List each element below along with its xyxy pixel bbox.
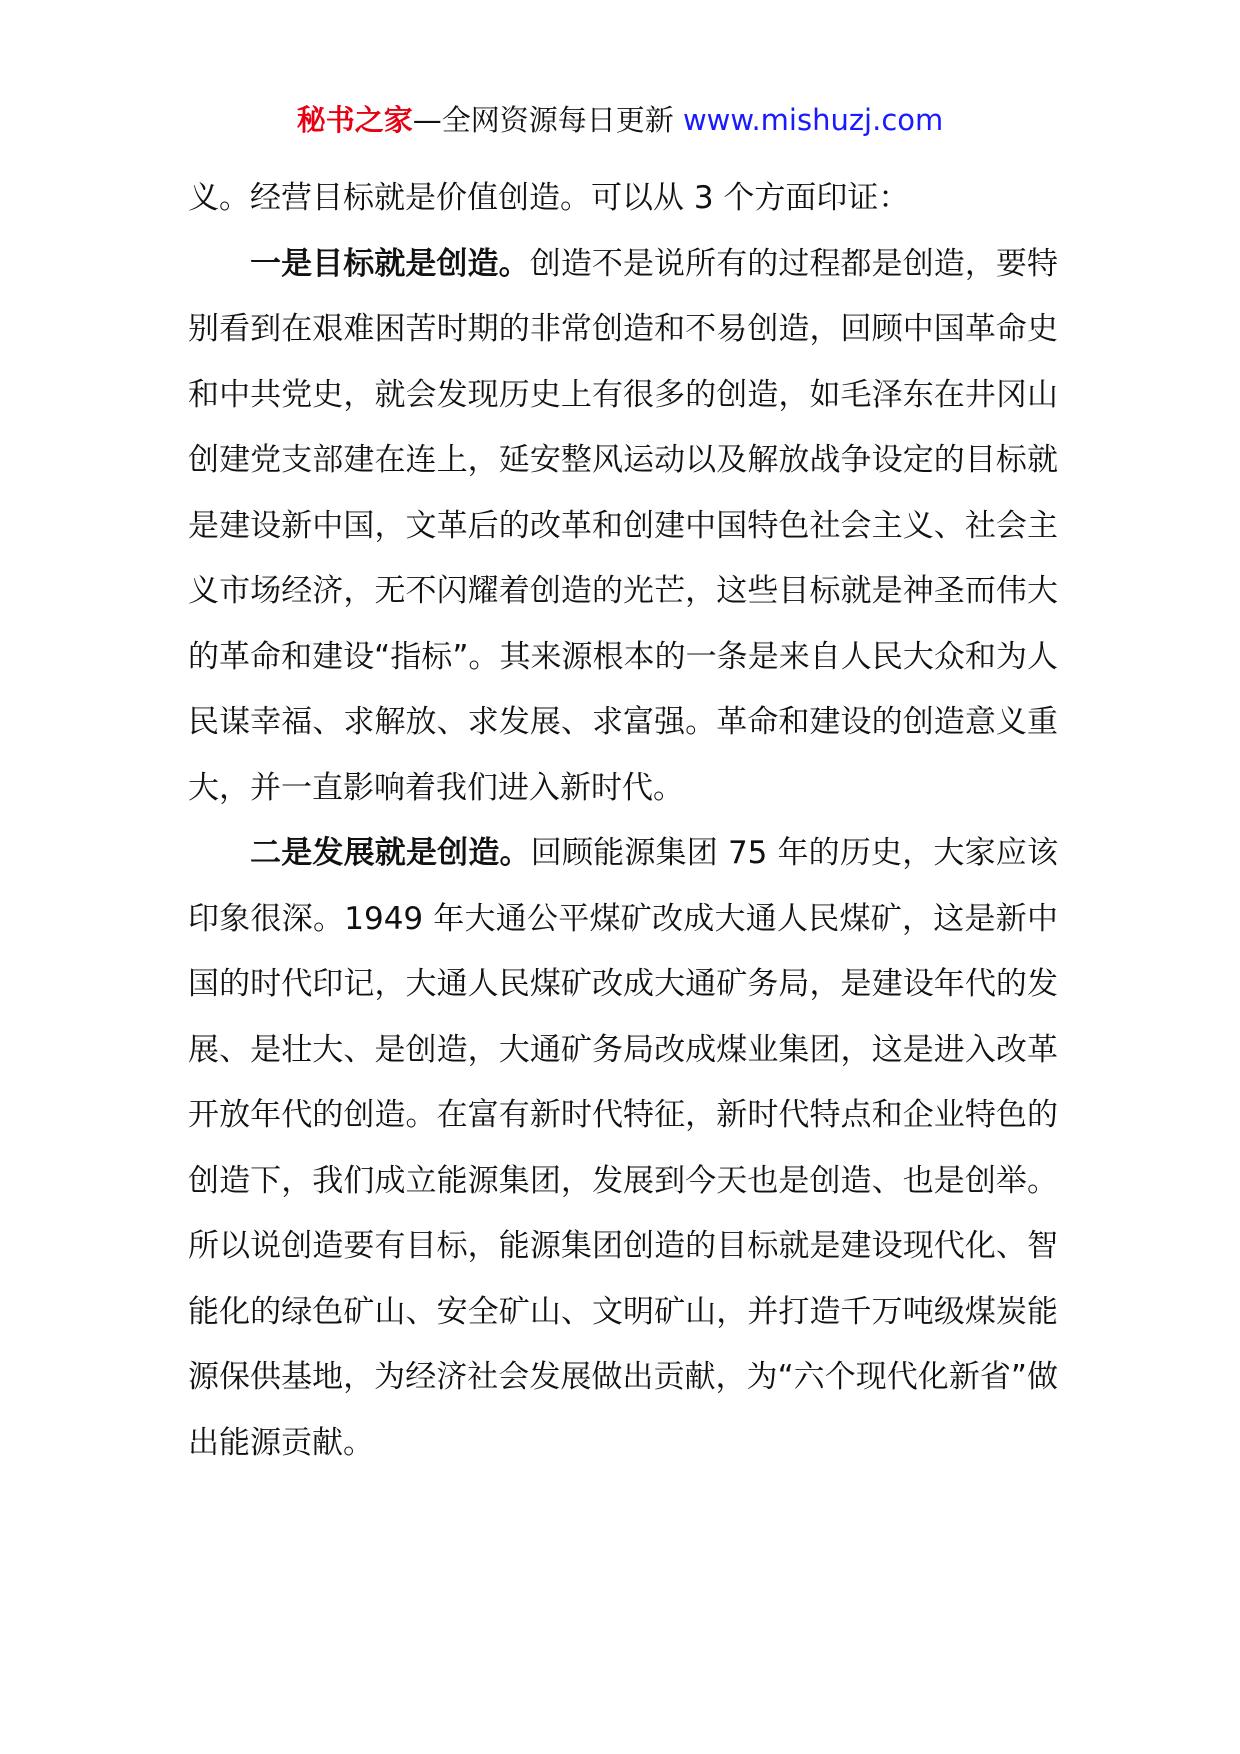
paragraph-text: 创造不是说所有的过程都是创造，要特别看到在艰难困苦时期的非常创造和不易创造，回顾中国革命史和中共党史，就会发现历史上有很多的创造，如毛泽东在井冈山创建党支部建在连上，延安整风运动以及解放战争设定的目标就是建设新中国，文革后的改革和创建中国特色社会主义、社会主义市场经济，无不闪耀着创造的光芒，这些目标就是神圣而伟大的革命和建设“指标”。其来源根本的一条是来自人民大众和为人民谋幸福、求解放、求发展、求富强。革命和建设的创造意义重大，并一直影响着我们进入新时代。 xyxy=(188,245,1059,806)
paragraph-goal-creation xyxy=(188,232,1058,822)
paragraph-text: 回顾能源集团 75 年的历史，大家应该印象很深。1949 年大通公平煤矿改成大通人民煤矿，这是新中国的时代印记，大通人民煤矿改成大通矿务局，是建设年代的发展、是壮大、是创造，大通矿务局改成煤业集团，这是进入改革开放年代的创造。在富有新时代特征，新时代特点和企业特色的创造下，我们成立能源集团，发展到今天也是创造、也是创举。所以说创造要有目标，能源集团创造的目标就是建设现代化、智能化的绿色矿山、安全矿山、文明矿山，并打造千万吨级煤炭能源保供基地，为经济社会发展做出贡献，为“六个现代化新省”做出能源贡献。 xyxy=(188,835,1059,1461)
paragraph-lead: 二是发展就是创造。 xyxy=(250,835,531,871)
paragraph-continuation xyxy=(188,166,1058,232)
paragraph-lead: 一是目标就是创造。 xyxy=(250,245,530,282)
paragraph-text: 义。经营目标就是价值创造。可以从 3 个方面印证： xyxy=(188,180,910,216)
brand-name: 秘书之家 xyxy=(296,103,413,137)
header-tagline: —全网资源每日更新 xyxy=(412,103,674,137)
paragraph-development-creation xyxy=(188,821,1058,1476)
site-url-link[interactable]: www.mishuzj.com xyxy=(682,103,944,137)
document-body xyxy=(188,166,1058,1476)
site-header xyxy=(0,100,1240,140)
